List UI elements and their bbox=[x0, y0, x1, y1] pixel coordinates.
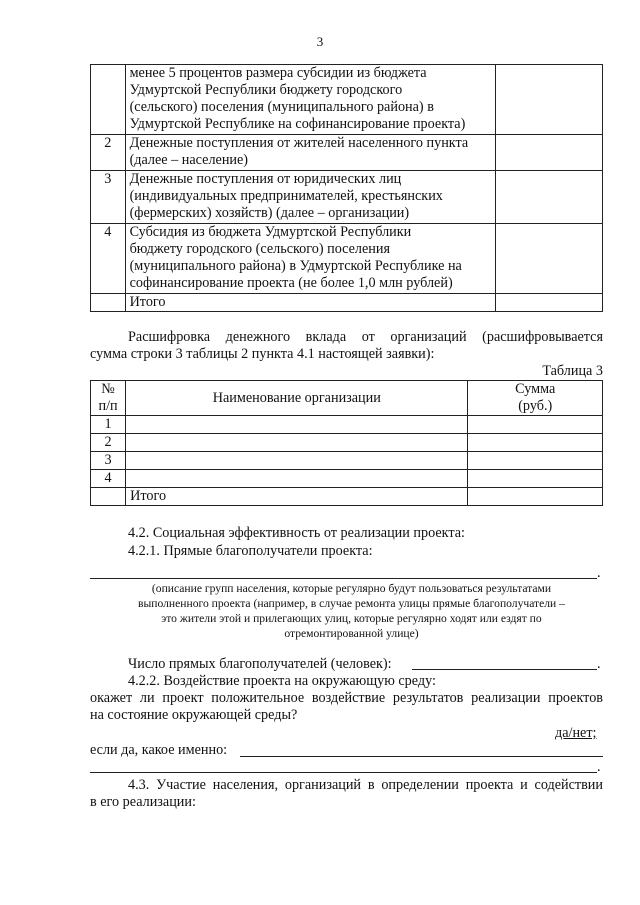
table-row bbox=[91, 452, 603, 470]
row-description: Денежные поступления от жителей населенного пункта (далее – население) bbox=[125, 135, 495, 171]
table-row bbox=[91, 416, 603, 434]
row-description: Итого bbox=[125, 294, 495, 312]
environment-question-line-2: на состояние окружающей среды? bbox=[90, 707, 298, 723]
table-row bbox=[91, 135, 603, 171]
section-43-line-2: в его реализации: bbox=[90, 794, 196, 810]
row-description: Субсидия из бюджета Удмуртской Республики бюджету городского (сельского) поселения (муниципального района) в Удмуртской Республике на софинансирование проекта (не более 1,0 млн рублей) bbox=[125, 224, 495, 294]
org-sum-cell bbox=[468, 470, 603, 488]
which-effect-label: если да, какое именно: bbox=[90, 742, 228, 758]
row-description: Денежные поступления от юридических лиц (индивидуальных предпринимателей, крестьянских (фермерских) хозяйств) (далее – организации) bbox=[125, 171, 495, 224]
org-name-cell bbox=[126, 434, 468, 452]
decipher-line-1: Расшифровка денежного вклада от организаций (расшифровывается bbox=[128, 329, 603, 345]
row-number: 4 bbox=[91, 470, 126, 488]
org-sum-cell bbox=[468, 434, 603, 452]
row-amount bbox=[495, 224, 602, 294]
row-number bbox=[91, 65, 126, 135]
table-row bbox=[91, 470, 603, 488]
row-number: 2 bbox=[91, 135, 126, 171]
row-number: 4 bbox=[91, 224, 126, 294]
header-number: № п/п bbox=[91, 381, 126, 416]
beneficiaries-count-input[interactable] bbox=[412, 669, 597, 670]
org-name-cell bbox=[126, 452, 468, 470]
section-43-line-1: 4.3. Участие населения, организаций в определении проекта и содействии bbox=[128, 777, 603, 793]
page-number: 3 bbox=[316, 34, 324, 49]
row-description: менее 5 процентов размера субсидии из бюджета Удмуртской Республики бюджету городского (сельского) поселения (муниципального района) в Удмуртской Республике на софинансирование проекта) bbox=[125, 65, 495, 135]
org-sum-cell bbox=[468, 488, 603, 506]
beneficiaries-note: (описание групп населения, которые регулярно будут пользоваться результатами выполненного проекта (например, в случае ремонта улицы прямые благополучатели – это жители этой и прилегающих улиц, которые регулярно ходят или ездят по отремонтированной улице) bbox=[138, 582, 565, 640]
org-name-cell bbox=[126, 470, 468, 488]
row-amount bbox=[495, 171, 602, 224]
beneficiaries-input-line[interactable] bbox=[90, 578, 597, 579]
row-number: 3 bbox=[91, 171, 126, 224]
org-sum-cell bbox=[468, 416, 603, 434]
section-422-title: 4.2.2. Воздействие проекта на окружающую среду: bbox=[128, 673, 436, 689]
beneficiaries-count-label: Число прямых благополучателей (человек): bbox=[128, 656, 392, 672]
table-row-total bbox=[91, 488, 603, 506]
organizations-table bbox=[90, 380, 603, 506]
table-row bbox=[91, 434, 603, 452]
row-number bbox=[91, 488, 126, 506]
line-end-dot: . bbox=[597, 565, 601, 581]
org-sum-cell bbox=[468, 452, 603, 470]
which-effect-input[interactable] bbox=[240, 756, 603, 757]
row-amount bbox=[495, 135, 602, 171]
yes-no-answer[interactable]: да/нет; bbox=[555, 725, 597, 741]
section-421-title: 4.2.1. Прямые благополучатели проекта: bbox=[128, 543, 373, 559]
org-name-cell bbox=[126, 416, 468, 434]
environment-question-line-1: окажет ли проект положительное воздействие результатов реализации проектов bbox=[90, 690, 603, 706]
contributions-table bbox=[90, 64, 603, 312]
row-number bbox=[91, 294, 126, 312]
row-number: 2 bbox=[91, 434, 126, 452]
decipher-line-2: сумма строки 3 таблицы 2 пункта 4.1 настоящей заявки): bbox=[90, 346, 435, 362]
row-number: 1 bbox=[91, 416, 126, 434]
header-name: Наименование организации bbox=[126, 381, 468, 416]
line-end-dot: . bbox=[597, 656, 601, 672]
total-label: Итого bbox=[126, 488, 468, 506]
header-sum: Сумма (руб.) bbox=[468, 381, 603, 416]
table-row-total bbox=[91, 294, 603, 312]
table-header bbox=[91, 381, 603, 416]
row-amount bbox=[495, 294, 602, 312]
table-row bbox=[91, 224, 603, 294]
row-number: 3 bbox=[91, 452, 126, 470]
section-42-title: 4.2. Социальная эффективность от реализации проекта: bbox=[128, 525, 465, 541]
table-row bbox=[91, 65, 603, 135]
which-effect-input-continued[interactable] bbox=[90, 772, 597, 773]
table3-caption: Таблица 3 bbox=[542, 363, 603, 379]
table-row bbox=[91, 171, 603, 224]
row-amount bbox=[495, 65, 602, 135]
line-end-dot: . bbox=[597, 759, 601, 775]
